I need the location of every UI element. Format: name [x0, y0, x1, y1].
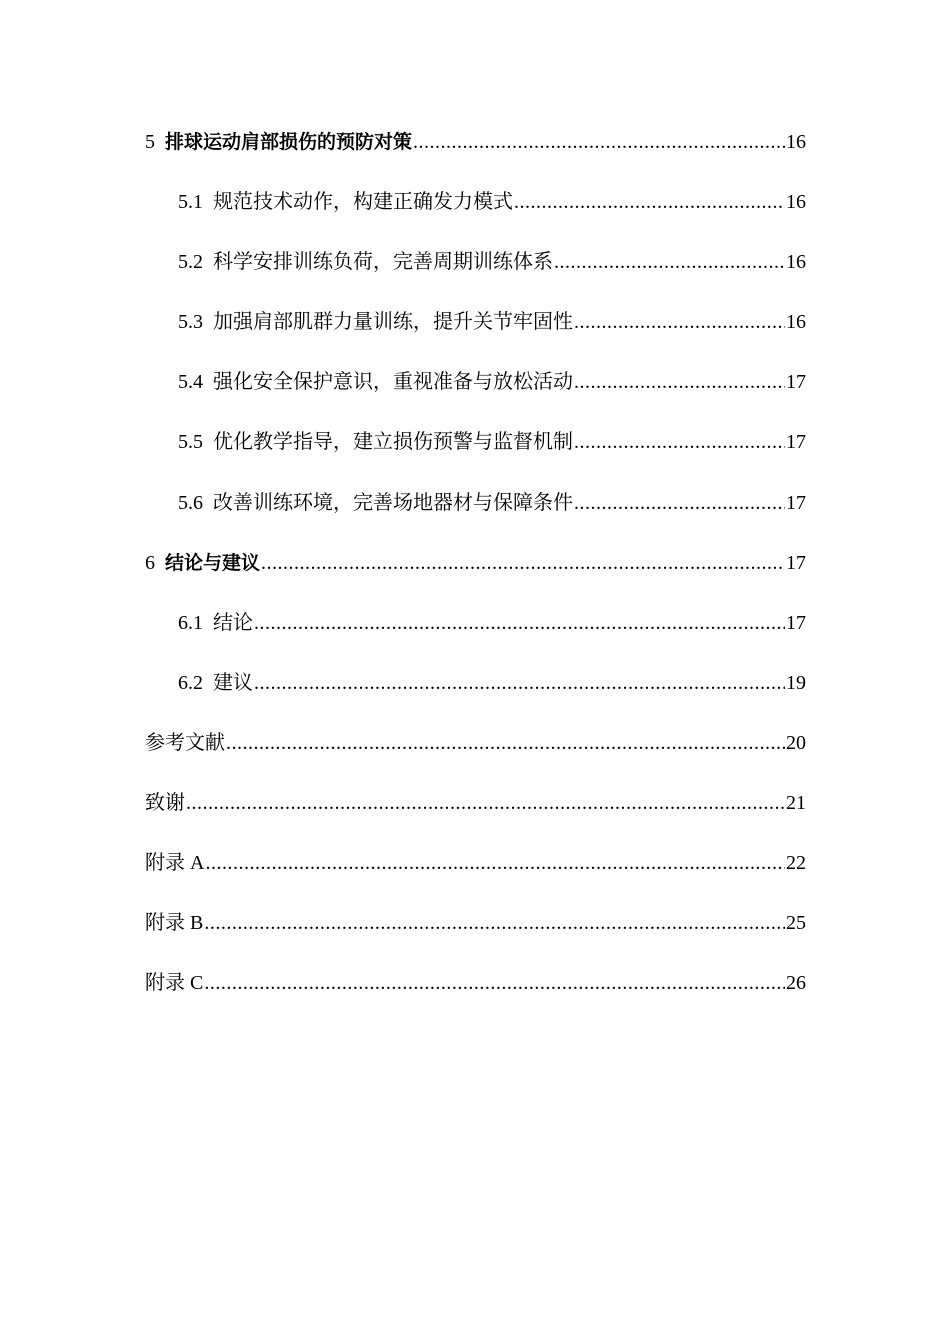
toc-entry-references[interactable] — [145, 728, 806, 788]
toc-entry-page: 21 — [786, 792, 806, 815]
toc-entry-title: 优化教学指导，建立损伤预警与监督机制 — [213, 431, 573, 454]
toc-entry-title: 致谢 — [145, 792, 185, 815]
toc-entry-number: 5 — [145, 131, 155, 153]
toc-entry-5-4[interactable] — [145, 367, 806, 427]
toc-entry-title: 建议 — [213, 671, 253, 694]
toc-entry-appendix-a[interactable] — [145, 848, 806, 908]
toc-entry-title: 附录 C — [145, 972, 204, 995]
toc-entry-title: 排球运动肩部损伤的预防对策 — [165, 131, 413, 153]
toc-entry-number: 5.1 — [178, 191, 203, 214]
toc-entry-page: 16 — [786, 191, 806, 214]
toc-entry-number: 5.3 — [178, 311, 203, 334]
toc-dot-leader — [254, 668, 785, 698]
toc-entry-6[interactable] — [145, 548, 806, 608]
toc-dot-leader — [204, 908, 785, 938]
toc-dot-leader — [186, 788, 785, 818]
toc-entry-title: 改善训练环境，完善场地器材与保障条件 — [213, 491, 573, 514]
toc-entry-5-2[interactable] — [145, 247, 806, 307]
toc-entry-title: 结论 — [213, 611, 253, 634]
toc-entry-page: 20 — [786, 731, 806, 754]
toc-dot-leader — [261, 548, 785, 578]
toc-entry-title: 附录 A — [145, 852, 205, 875]
toc-entry-5-6[interactable] — [145, 488, 806, 548]
toc-dot-leader — [514, 187, 785, 217]
toc-entry-title: 强化安全保护意识，重视准备与放松活动 — [213, 371, 573, 394]
toc-entry-5[interactable] — [145, 127, 806, 187]
toc-entry-number: 5.2 — [178, 251, 203, 274]
toc-entry-number: 5.4 — [178, 371, 203, 394]
toc-entry-page: 25 — [786, 912, 806, 935]
toc-entry-appendix-c[interactable] — [145, 968, 806, 1028]
toc-entry-page: 19 — [786, 671, 806, 694]
toc-entry-5-5[interactable] — [145, 427, 806, 487]
toc-entry-title: 规范技术动作，构建正确发力模式 — [213, 191, 513, 214]
toc-entry-page: 26 — [786, 972, 806, 995]
toc-entry-page: 17 — [786, 431, 806, 454]
toc-entry-5-1[interactable] — [145, 187, 806, 247]
toc-entry-page: 16 — [786, 311, 806, 334]
toc-entry-page: 17 — [786, 491, 806, 514]
table-of-contents — [145, 127, 806, 1028]
toc-entry-5-3[interactable] — [145, 307, 806, 367]
toc-entry-6-1[interactable] — [145, 608, 806, 668]
toc-dot-leader — [204, 968, 785, 998]
toc-entry-title: 结论与建议 — [165, 551, 261, 574]
toc-entry-title: 参考文献 — [145, 731, 225, 754]
toc-entry-number: 6.2 — [178, 671, 203, 694]
toc-entry-page: 22 — [786, 852, 806, 875]
toc-entry-page: 17 — [786, 371, 806, 394]
toc-entry-number: 5.6 — [178, 491, 203, 514]
toc-dot-leader — [226, 728, 785, 758]
toc-dot-leader — [554, 247, 785, 277]
toc-entry-acknowledgements[interactable] — [145, 788, 806, 848]
toc-entry-page: 16 — [786, 131, 806, 153]
toc-dot-leader — [574, 307, 785, 337]
toc-entry-page: 16 — [786, 251, 806, 274]
toc-dot-leader — [254, 608, 785, 638]
toc-entry-appendix-b[interactable] — [145, 908, 806, 968]
toc-entry-number: 6 — [145, 551, 155, 574]
toc-entry-title: 加强肩部肌群力量训练，提升关节牢固性 — [213, 311, 573, 334]
toc-entry-number: 6.1 — [178, 611, 203, 634]
toc-entry-title: 科学安排训练负荷，完善周期训练体系 — [213, 251, 553, 274]
toc-dot-leader — [413, 127, 785, 157]
toc-dot-leader — [574, 367, 785, 397]
toc-entry-6-2[interactable] — [145, 668, 806, 728]
toc-dot-leader — [574, 488, 785, 518]
toc-entry-page: 17 — [786, 611, 806, 634]
toc-entry-title: 附录 B — [145, 912, 204, 935]
toc-entry-number: 5.5 — [178, 431, 203, 454]
toc-dot-leader — [205, 848, 785, 878]
toc-dot-leader — [574, 427, 785, 457]
toc-entry-page: 17 — [786, 551, 806, 574]
